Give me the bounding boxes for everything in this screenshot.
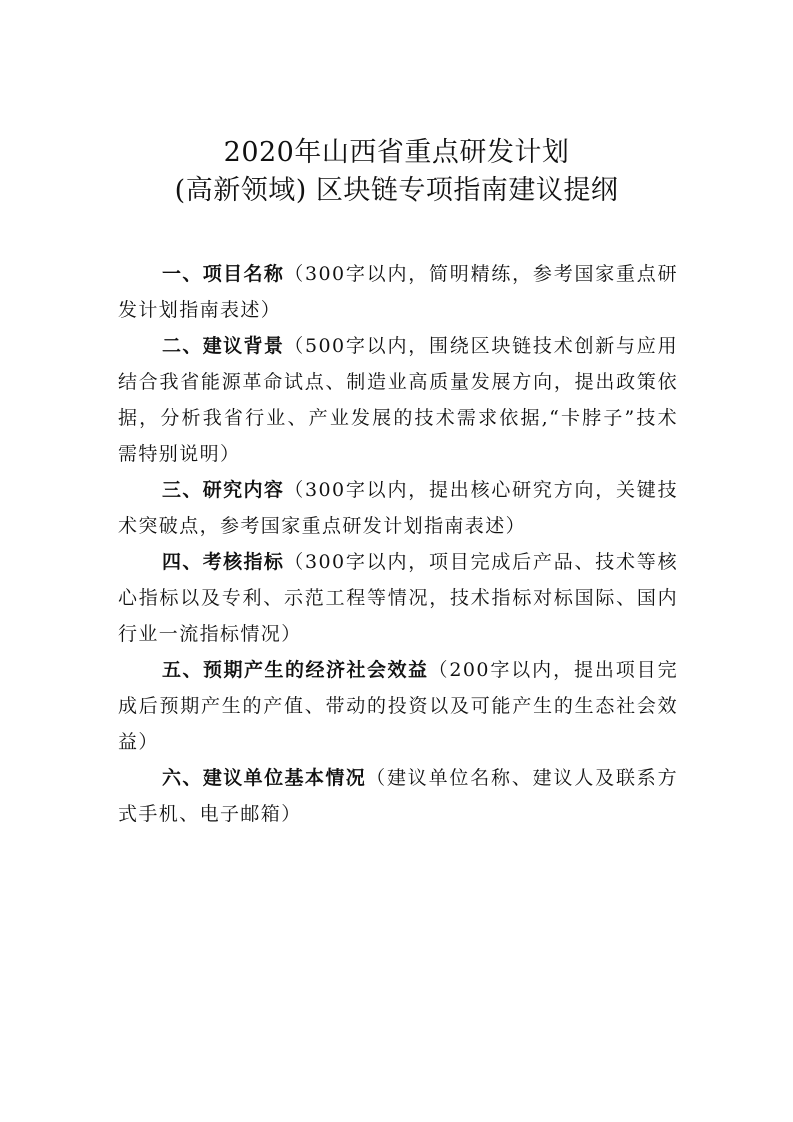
document-body: [118, 256, 678, 832]
section-project-name: [118, 256, 678, 328]
section-heading: 六、建议单位基本情况: [162, 767, 367, 789]
section-research-content: [118, 472, 678, 544]
section-text: （建议单位名称、建议人及联系方式手机、电子邮箱）: [118, 767, 678, 825]
section-heading: 三、研究内容: [162, 479, 285, 501]
title-line-1: 2020年山西省重点研发计划: [223, 137, 570, 168]
section-unit-info: [118, 760, 678, 832]
section-text: （300字以内，提出核心研究方向，关键技术突破点，参考国家重点研发计划指南表述）: [118, 479, 678, 537]
document-title: [60, 134, 733, 210]
section-expected-benefits: [118, 652, 678, 760]
section-text: （500字以内，围绕区块链技术创新与应用结合我省能源革命试点、制造业高质量发展方向，提出政策依据，分析我省行业、产业发展的技术需求依据,“卡脖子”技术需特别说明）: [118, 335, 678, 465]
section-text: （300字以内，简明精练，参考国家重点研发计划指南表述）: [118, 263, 678, 321]
section-text: （200字以内，提出项目完成后预期产生的产值、带动的投资以及可能产生的生态社会效益）: [118, 659, 678, 753]
section-background: [118, 328, 678, 472]
section-text: （300字以内，项目完成后产品、技术等核心指标以及专利、示范工程等情况，技术指标对标国际、国内行业一流指标情况）: [118, 551, 678, 645]
section-heading: 二、建议背景: [162, 335, 285, 357]
section-heading: 一、项目名称: [162, 263, 285, 285]
section-heading: 五、预期产生的经济社会效益: [162, 659, 429, 681]
section-assessment-indicators: [118, 544, 678, 652]
title-line-2: (高新领域) 区块链专项指南建议提纲: [174, 175, 619, 206]
section-heading: 四、考核指标: [162, 551, 285, 573]
